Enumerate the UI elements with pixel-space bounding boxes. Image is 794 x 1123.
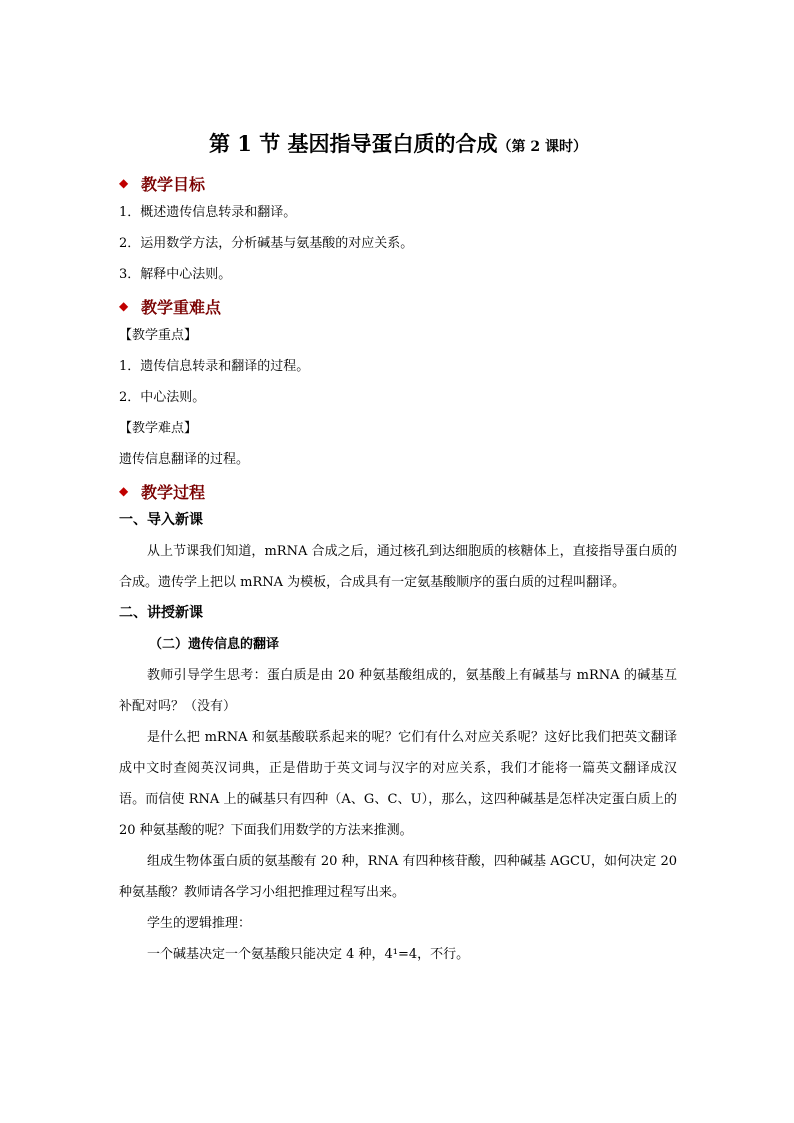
section-heading-objectives — [119, 169, 677, 197]
diamond-bullet-icon: ◆ — [119, 176, 129, 190]
section-heading-text: 教学重难点 — [141, 297, 222, 317]
title-main: 第 1 节 基因指导蛋白质的合成 — [208, 131, 498, 156]
difficulty-label: 【教学难点】 — [119, 421, 198, 436]
title-subtitle: （第 2 课时） — [497, 139, 588, 155]
section-heading-process — [119, 477, 677, 505]
focus-item: 1．遗传信息转录和翻译的过程。 — [119, 359, 310, 374]
body-paragraph: 是什么把 mRNA 和氨基酸联系起来的呢？它们有什么对应关系呢？这好比我们把英文翻译成中文时查阅英汉词典，正是借助于英文词与汉字的对应关系，我们才能将一篇英文翻译成汉语。而信使 RNA 上的碱基只有四种（A、G、C、U），那么，这四种碱基是怎样决定蛋白质上的 20 种氨基酸的呢？下面我们用数学的方法来推测。 — [119, 730, 677, 838]
body-paragraph: 组成生物体蛋白质的氨基酸有 20 种，RNA 有四种核苷酸，四种碱基 AGCU，如何决定 20 种氨基酸？教师请各学习小组把推理过程写出来。 — [119, 854, 677, 900]
objective-item: 2．运用数学方法，分析碱基与氨基酸的对应关系。 — [119, 236, 414, 251]
objective-item: 1．概述遗传信息转录和翻译。 — [119, 205, 297, 220]
section-heading-text: 教学目标 — [141, 174, 206, 194]
difficulty-text: 遗传信息翻译的过程。 — [119, 452, 250, 467]
subsection-title: （二）遗传信息的翻译 — [149, 637, 280, 652]
section-heading-keypoints — [119, 292, 677, 320]
intro-paragraph: 从上节课我们知道，mRNA 合成之后，通过核孔到达细胞质的核糖体上，直接指导蛋白质的合成。遗传学上把以 mRNA 为模板，合成具有一定氨基酸顺序的蛋白质的过程叫翻译。 — [119, 544, 677, 590]
section-heading-text: 教学过程 — [141, 482, 206, 502]
part1-title: 一、导入新课 — [119, 512, 203, 528]
body-paragraph: 一个碱基决定一个氨基酸只能决定 4 种，4¹=4，不行。 — [147, 947, 470, 962]
body-paragraph: 学生的逻辑推理： — [147, 916, 252, 931]
part2-title: 二、讲授新课 — [119, 605, 203, 621]
focus-item: 2．中心法则。 — [119, 390, 206, 405]
diamond-bullet-icon: ◆ — [119, 299, 129, 313]
objective-item: 3．解释中心法则。 — [119, 267, 232, 282]
diamond-bullet-icon: ◆ — [119, 484, 129, 498]
document-content — [119, 128, 677, 970]
body-paragraph: 教师引导学生思考：蛋白质是由 20 种氨基酸组成的，氨基酸上有碱基与 mRNA 的碱基互补配对吗？（没有） — [119, 668, 677, 714]
page-title — [119, 128, 677, 163]
focus-label: 【教学重点】 — [119, 328, 198, 343]
